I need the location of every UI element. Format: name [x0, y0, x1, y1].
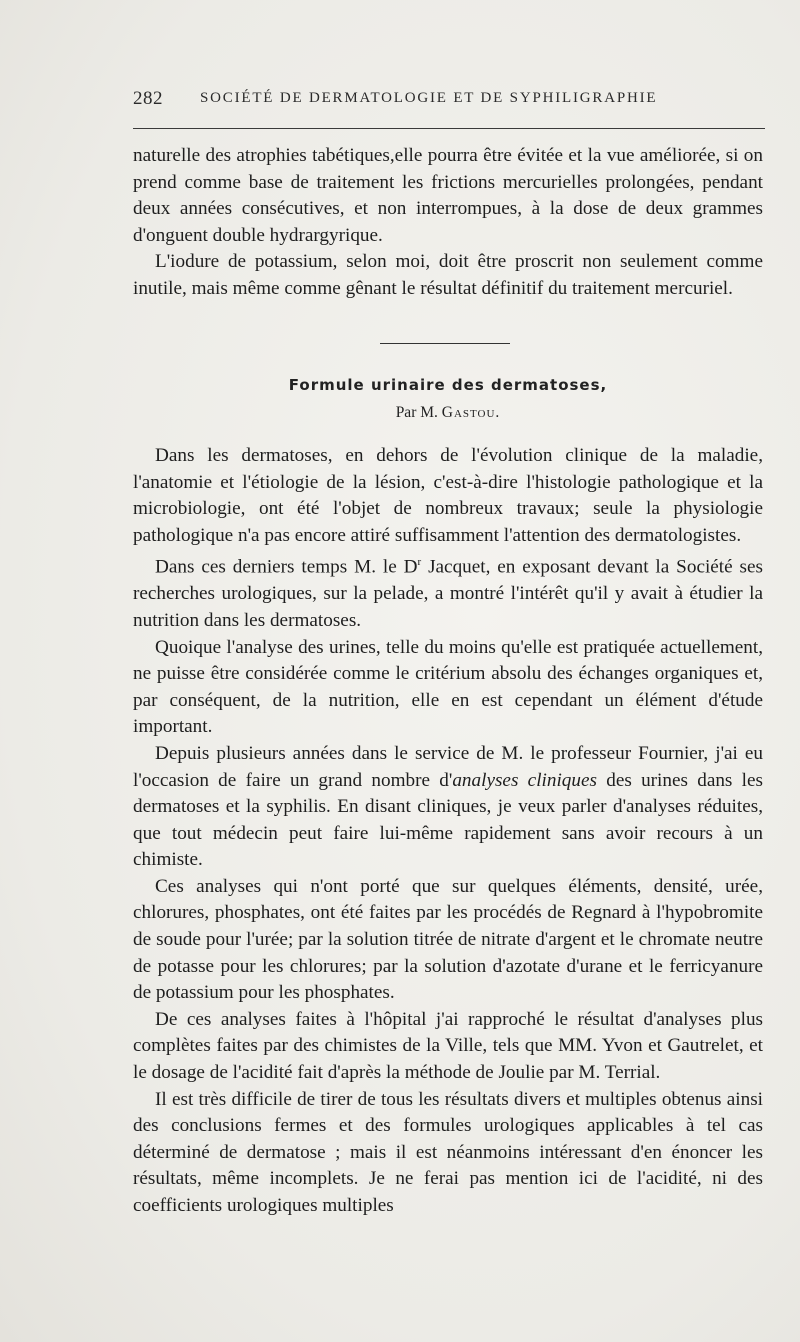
paragraph-4 [133, 741, 763, 874]
page-number: 282 [133, 88, 163, 109]
article-byline [133, 404, 763, 422]
continued-paragraph-1: naturelle des atrophies tabétiques,elle pourra être évitée et la vue améliorée, si on prend comme base de traitement les frictions mercurielles prolongées, pendant deux années consécutives, et non interrompues, à la dose de deux grammes d'onguent double hydrargyrique. [133, 145, 763, 246]
paragraph-7: Il est très difficile de tirer de tous les résultats divers et multiples obtenus ainsi des conclusions fermes et des formules urologiques applicables à tel cas déterminé de dermatose ; mais il est néanmoins intéressant d'en énoncer les résultats, même incomplets. Je ne ferai pas mention ici de l'acidité, ni des coefficients urologiques multiples [133, 1088, 763, 1217]
paragraph-2 [133, 549, 763, 634]
paragraph-3: Quoique l'analyse des urines, telle du moins qu'elle est pratiquée actuellement, ne puisse être considérée comme le critérium absolu des échanges organiques et, par conséquent, de la nutrition, elle en est cependant un élément d'étude important. [133, 636, 763, 738]
doctor-superscript: r [417, 556, 422, 569]
continued-paragraph-2: L'iodure de potassium, selon moi, doit être proscrit non seulement comme inutile, mais même comme gênant le résultat définitif du traitement mercuriel. [133, 251, 763, 299]
paragraph-4-end: des urines dans les dermatoses et la syphilis. En disant cliniques, je veux parler d'analyses réduites, que tout médecin peut faire lui-même rapidement sans avoir recours à un chimiste. [133, 769, 763, 871]
paragraph-6: De ces analyses faites à l'hôpital j'ai rapproché le résultat d'analyses plus complètes faites par des chimistes de la Ville, tels que MM. Yvon et Gautrelet, et le dosage de l'acidité fait d'après la méthode de Joulie par M. Terrial. [133, 1008, 763, 1084]
emphasis-analyses-cliniques: analyses cliniques [452, 769, 597, 791]
continued-text [133, 143, 763, 303]
article-title: Formule urinaire des dermatoses, [288, 376, 608, 394]
running-title: SOCIÉTÉ DE DERMATOLOGIE ET DE SYPHILIGRAPHIE [200, 90, 658, 106]
byline-prefix: Par M. [395, 404, 442, 421]
paragraph-4-start: Depuis plusieurs années dans le service de M. le professeur Fournier, j'ai eu l'occasion de faire un grand nombre d' [133, 742, 763, 791]
paragraph-2-end: Jacquet, en exposant devant la Société ses recherches urologiques, sur la pelade, a montré l'intérêt qu'il y avait à étudier la nutrition dans les dermatoses. [133, 556, 763, 631]
article-body [133, 443, 763, 1220]
paragraph-1: Dans les dermatoses, en dehors de l'évolution clinique de la maladie, l'anatomie et l'étiologie de la lésion, c'est-à-dire l'histologie pathologique et la microbiologie, ont été l'objet de nombreux travaux; seule la physiologie pathologique n'a pas encore attiré suffisamment l'attention des dermatologistes. [133, 445, 763, 546]
header-rule [133, 128, 765, 129]
paragraph-5: Ces analyses qui n'ont porté que sur quelques éléments, densité, urée, chlorures, phosphates, ont été faites par les procédés de Regnard à l'hypobromite de soude pour l'urée; par la solution titrée de nitrate d'argent et le chromate neutre de potasse pour les chlorures; par la solution d'azotate d'urane et le ferricyanure de potassium pour les phosphates. [133, 875, 763, 1004]
author-name: Gastou. [441, 404, 501, 421]
section-separator [380, 343, 510, 344]
paragraph-2-start: Dans ces derniers temps M. le D [155, 556, 418, 578]
